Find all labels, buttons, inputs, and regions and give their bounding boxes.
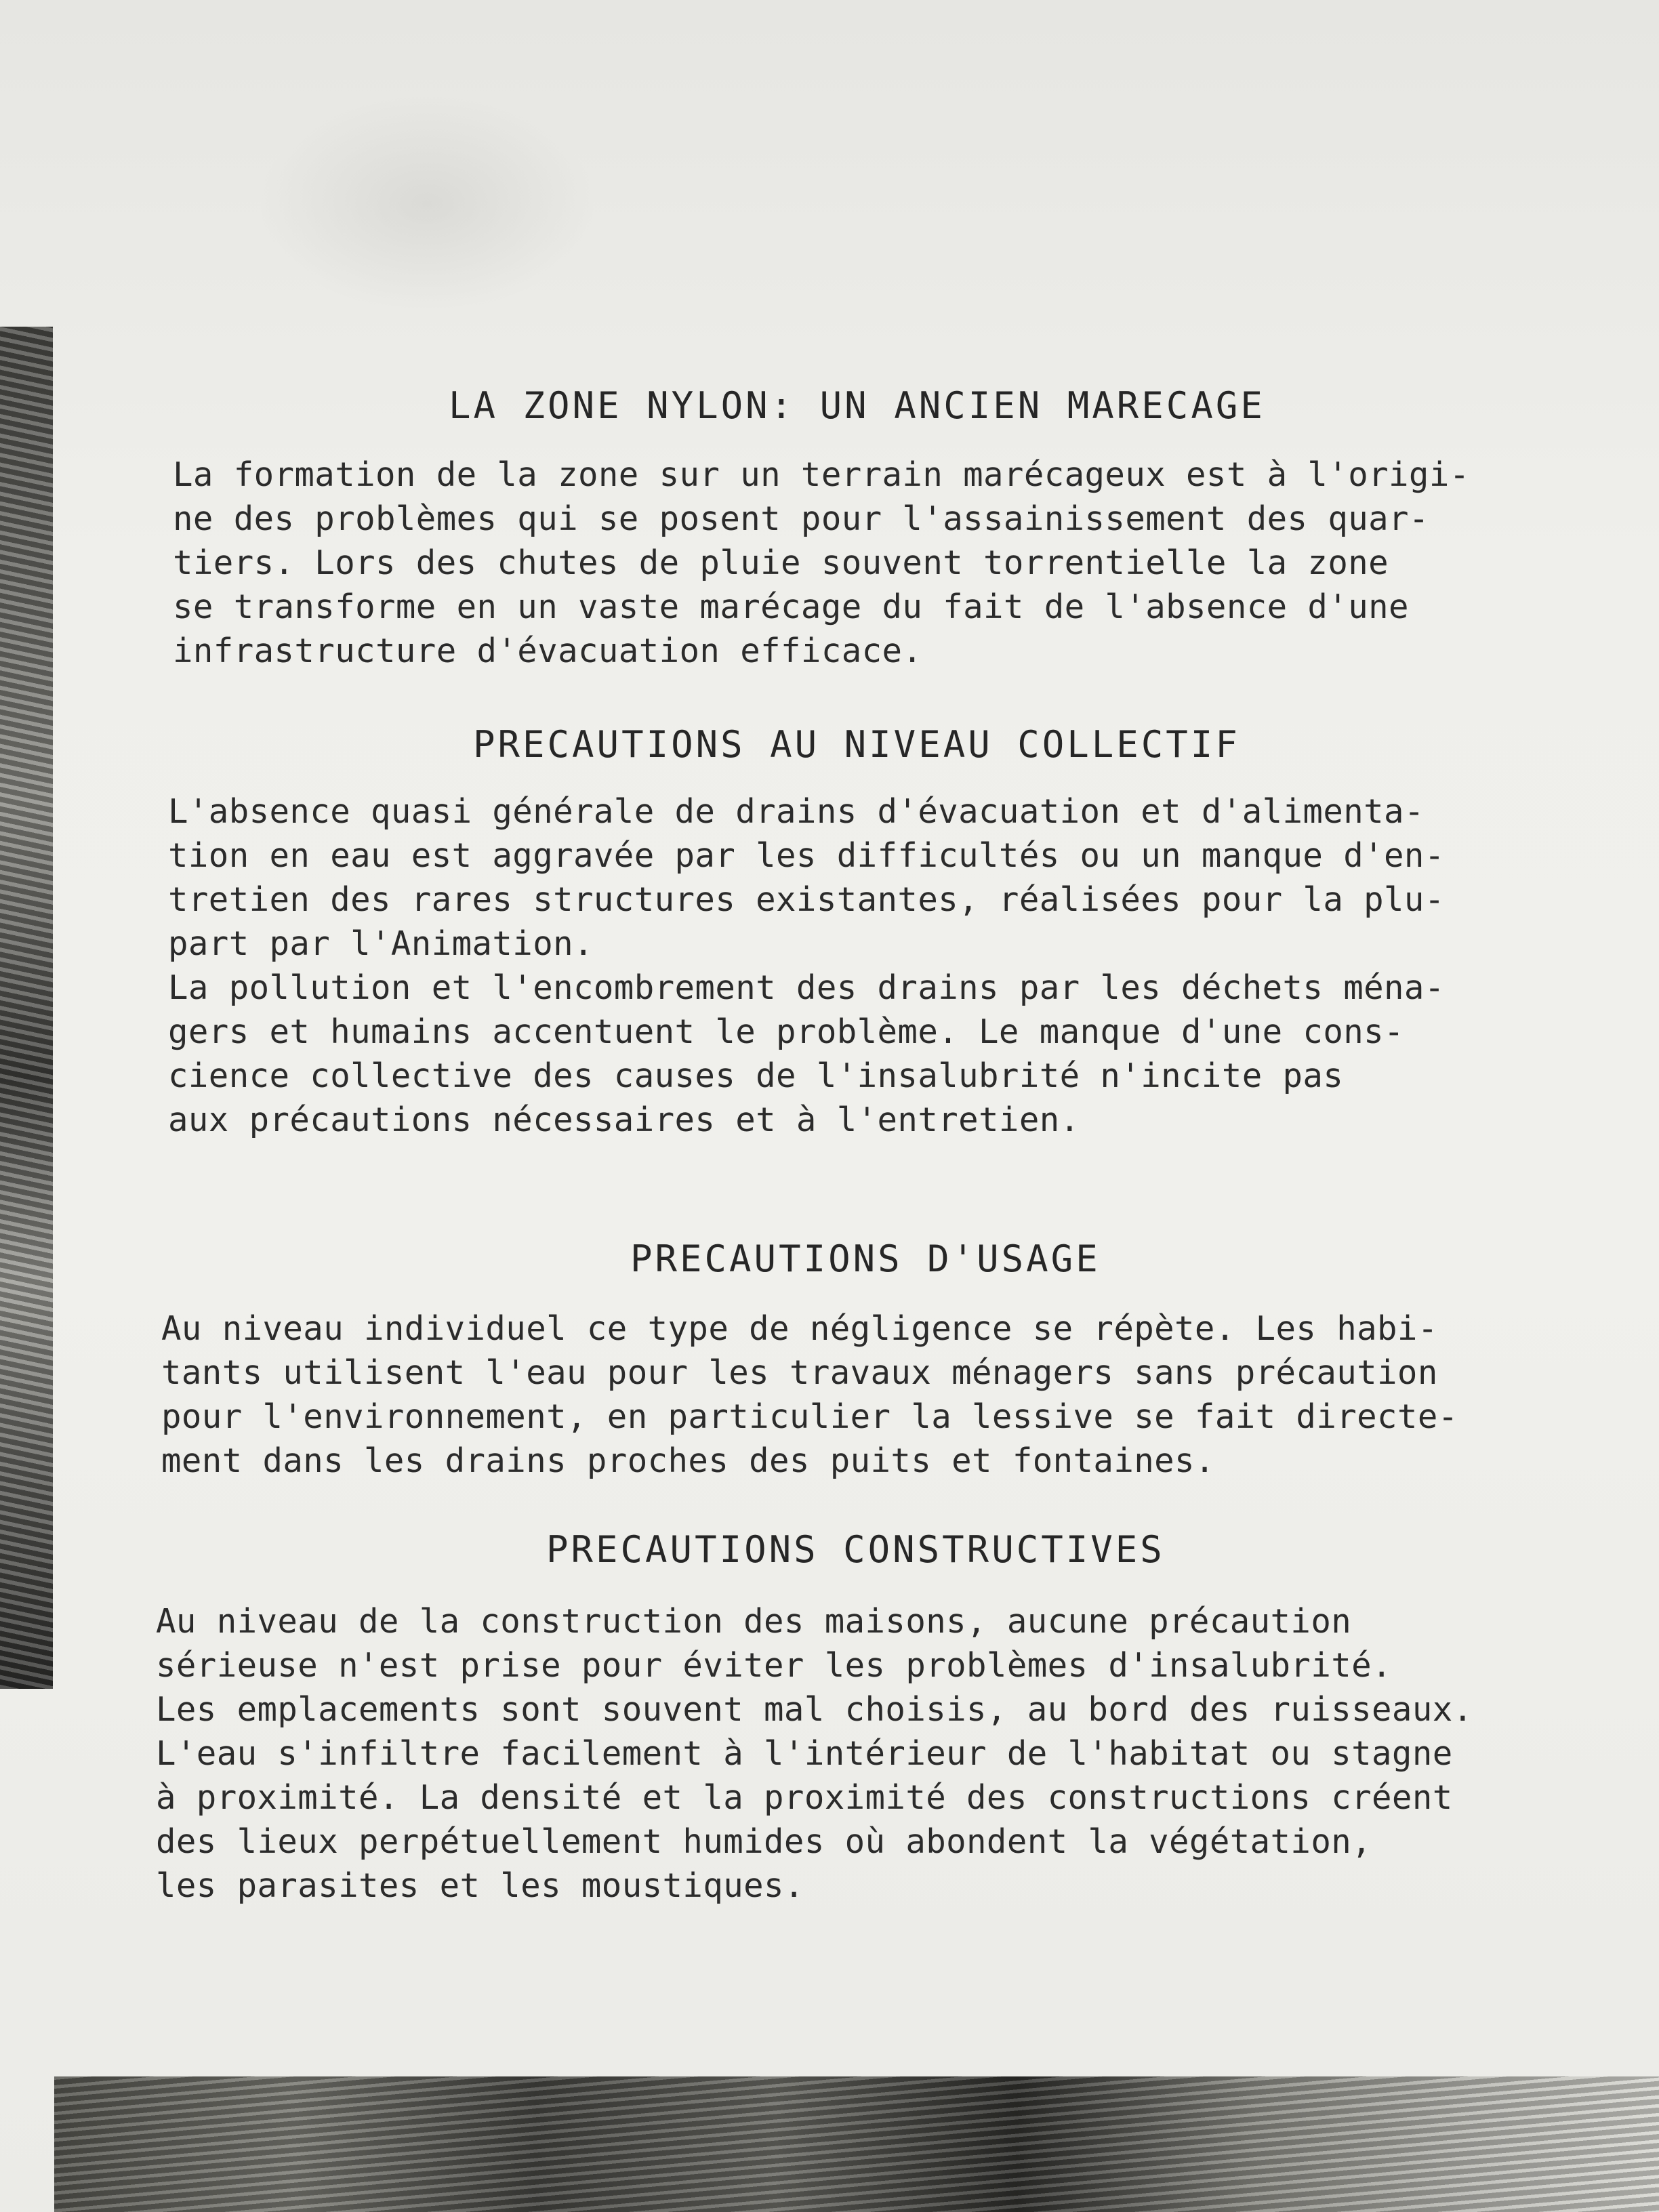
paper-shadow [258,95,596,312]
photo-left-edge [0,327,53,1689]
paragraph-precautions-usage: Au niveau individuel ce type de négligence se répète. Les habi- tants utilisent l'eau pour les travaux ménagers sans précaution pour l'environnement, en particulier la lessive se fait directe- ment dans les drains proches des puits et fontaines. [161,1309,1458,1480]
photo-bottom-edge [54,2076,1659,2212]
paragraph-zone-nylon: La formation de la zone sur un terrain marécageux est à l'origi- ne des problèmes qui se posent pour l'assainissement des quar- tiers. Lors des chutes de pluie souvent torrentielle la zone se transforme en un vaste marécage du fait de l'absence d'une infrastructure d'évacuation efficace. [173,455,1470,670]
paragraph-precautions-collectif: L'absence quasi générale de drains d'évacuation et d'alimenta- tion en eau est aggravée par les difficultés ou un manque d'en- tretien des rares structures existantes, réalisées pour la plu- part par l'Animation. La pollution et l'encombrement des drains par les déchets ména- gers et humains accentuent le problème. Le manque d'une cons- cience collective des causes de l'insalubrité n'incite pas aux précautions nécessaires et à l'entretien. [168,792,1445,1139]
heading-precautions-constructives: PRECAUTIONS CONSTRUCTIVES [546,1528,1165,1571]
heading-precautions-usage: PRECAUTIONS D'USAGE [630,1237,1101,1280]
heading-zone-nylon: LA ZONE NYLON: UN ANCIEN MARECAGE [449,384,1265,427]
heading-precautions-collectif: PRECAUTIONS AU NIVEAU COLLECTIF [473,723,1240,766]
paragraph-precautions-constructives: Au niveau de la construction des maisons, aucune précaution sérieuse n'est prise pour éviter les problèmes d'insalubrité. Les emplacements sont souvent mal choisis, au bord des ruisseaux. L'eau s'infiltre facilement à l'intérieur de l'habitat ou stagne à proximité. La densité et la proximité des constructions créent des lieux perpétuellement humides où abondent la végétation, les parasites et les moustiques. [156,1602,1473,1905]
